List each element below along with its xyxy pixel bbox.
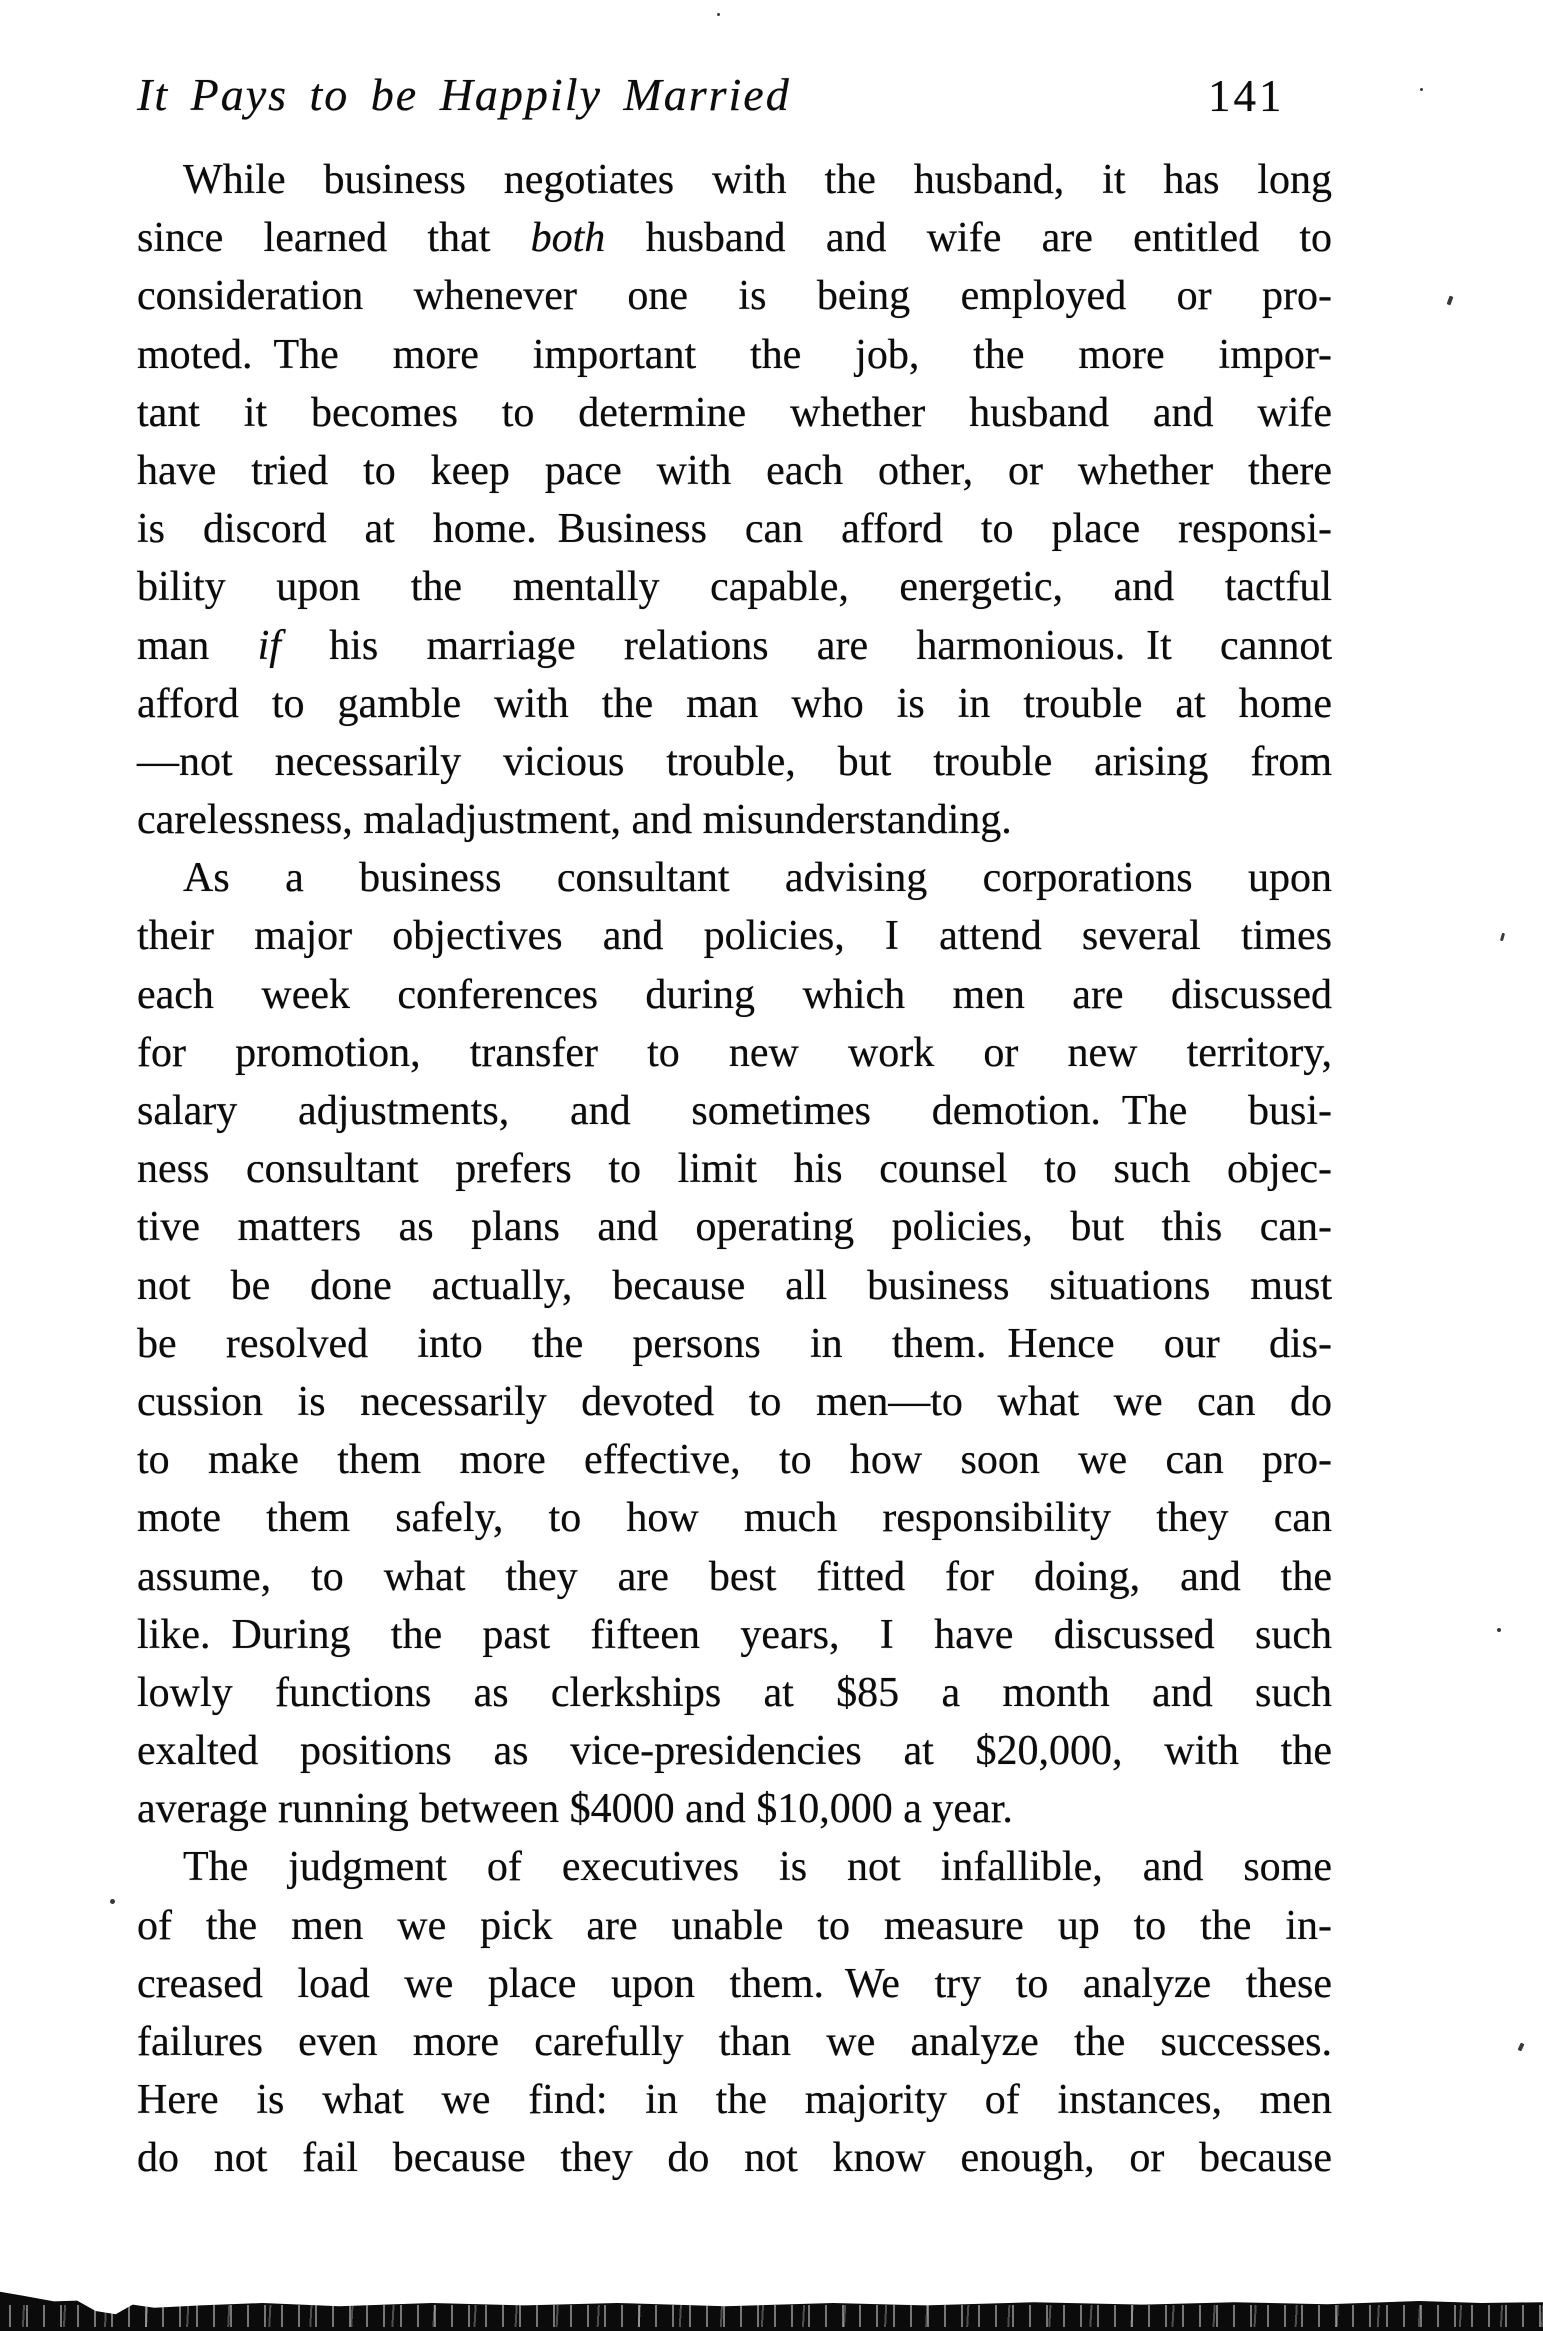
text-line: tant it becomes to determine whether husband and wife [137,389,1332,436]
text-line: lowly functions as clerkships at $85 a month and such [137,1669,1332,1716]
page-number: 141 [1208,71,1285,121]
text-line: afford to gamble with the man who is in trouble at home [137,680,1332,727]
text-line: of the men we pick are unable to measure up to the in- [137,1902,1332,1949]
scan-speck [1497,1628,1501,1632]
text-line: The judgment of executives is not infallible, and some [183,1844,1332,1891]
text-run: his marriage relations are harmonious. It cannot [280,622,1333,669]
text-line: assume, to what they are best fitted for doing, and the [137,1553,1332,1600]
scan-speck [1518,2043,1525,2052]
scan-speck [1447,296,1454,306]
scan-speck [110,1899,115,1904]
text-line: While business negotiates with the husband, it has long [183,157,1332,203]
text-run: since learned that [137,215,531,262]
text-line: bility upon the mentally capable, energetic, and tactful [137,564,1332,611]
text-line: do not fail because they do not know enough, or because [137,2135,1332,2182]
italic-text: both [530,215,606,262]
body-text [137,151,1332,2188]
text-line: for promotion, transfer to new work or new territory, [137,1029,1332,1076]
text-line: to make them more effective, to how soon we can pro- [137,1437,1332,1484]
text-line: ness consultant prefers to limit his counsel to such objec- [137,1146,1332,1193]
text-run: husband and wife are entitled to [605,215,1333,262]
text-line: average running between $4000 and $10,000 a year. [137,1786,1013,1833]
text-line: moted. The more important the job, the more impor- [137,331,1332,378]
paragraph [137,151,1332,849]
text-line: not be done actually, because all business situations must [137,1262,1332,1309]
italic-text: if [257,622,281,669]
bottom-scan-band [0,2291,1543,2331]
scan-speck [1420,88,1423,91]
text-run: man [137,622,258,669]
text-line: consideration whenever one is being employed or pro- [137,273,1332,320]
text-line: have tried to keep pace with each other, or whether there [137,447,1332,494]
paragraph [137,1838,1332,2187]
text-line: mote them safely, to how much responsibility they can [137,1495,1332,1542]
page-title: It Pays to be Happily Married [137,69,791,120]
text-line: failures even more carefully than we analyze the successes. [137,2019,1332,2065]
running-header [137,69,1543,132]
text-line: like. During the past fifteen years, I have discussed such [137,1611,1332,1658]
text-line: is discord at home. Business can afford to place responsi- [137,506,1332,553]
text-line [137,617,1332,675]
text-line: Here is what we find: in the majority of instances, men [137,2077,1332,2124]
text-line: carelessness, maladjustment, and misunderstanding. [137,797,1012,844]
text-line: each week conferences during which men are discussed [137,971,1332,1018]
text-line [137,209,1332,267]
text-line: creased load we place upon them. We try to analyze these [137,1960,1332,2007]
scan-speck [717,13,720,16]
text-line: be resolved into the persons in them. Hence our dis- [137,1320,1332,1367]
text-line: salary adjustments, and sometimes demotion. The busi- [137,1088,1332,1134]
text-line: As a business consultant advising corporations upon [183,855,1332,902]
paragraph [137,849,1332,1838]
scan-speck [1500,933,1505,942]
text-line: cussion is necessarily devoted to men—to what we can do [137,1378,1332,1425]
text-line: —not necessarily vicious trouble, but trouble arising from [137,738,1332,785]
text-line: tive matters as plans and operating policies, but this can- [137,1204,1332,1251]
text-line: exalted positions as vice-presidencies at $20,000, with the [137,1728,1332,1775]
text-line: their major objectives and policies, I attend several times [137,913,1332,960]
